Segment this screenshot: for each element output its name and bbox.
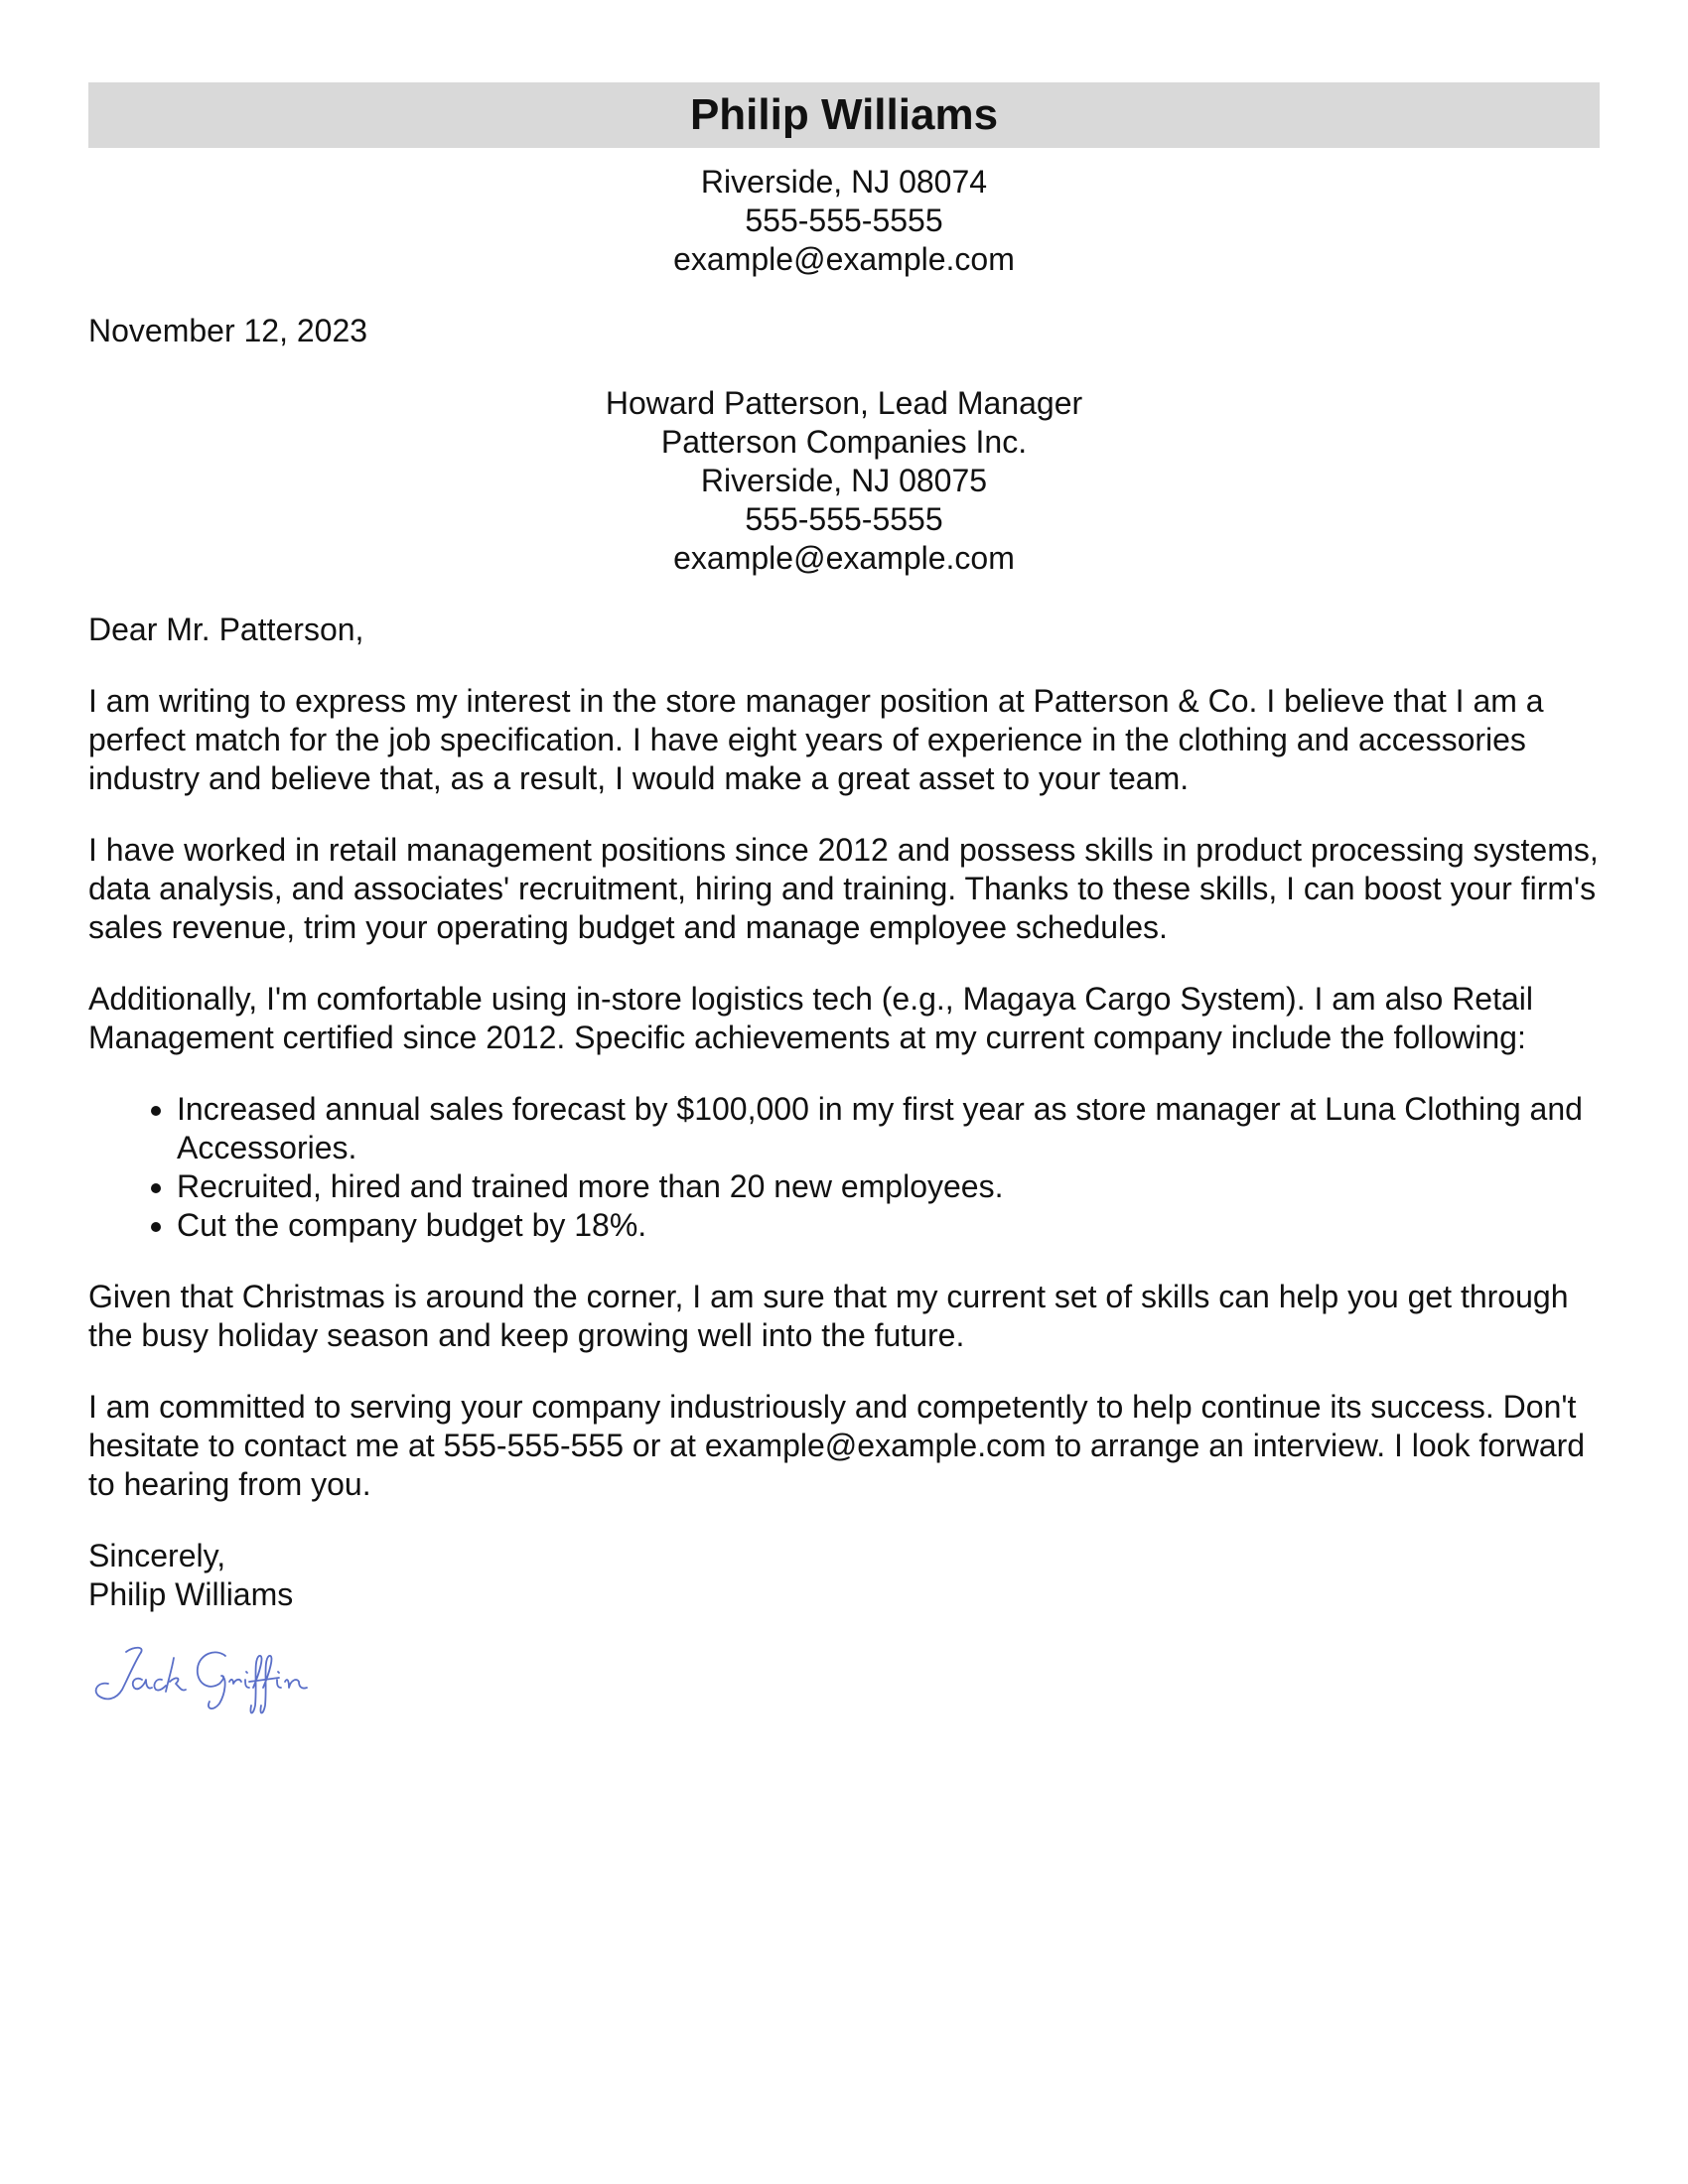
letter-date: November 12, 2023 xyxy=(88,313,368,348)
body-paragraph-2: I have worked in retail management positions since 2012 and possess skills in product processing systems, data analysis, and associates' recruitment, hiring and training. Thanks to these skills, I can boost your firm's sales revenue, trim your operating budget and manage employee schedules. xyxy=(88,832,1599,945)
achievements-list xyxy=(88,1090,1600,1245)
closing-paragraph-2: I am committed to serving your company industriously and competently to help continue its success. Don't hesitate to contact me at 555-555-555 or at example@example.com to arrange an interview. I look forward to hearing from you. xyxy=(88,1389,1586,1502)
recipient-block xyxy=(88,384,1600,578)
body-paragraph-1: I am writing to express my interest in the store manager position at Patterson & Co. I believe that I am a perfect match for the job specification. I have eight years of experience in the clothing and accessories industry and believe that, as a result, I would make a great asset to your team. xyxy=(88,683,1544,796)
sender-phone: 555-555-5555 xyxy=(745,203,943,238)
recipient-email: example@example.com xyxy=(673,540,1015,576)
cover-letter xyxy=(88,82,1600,1728)
achievement-item: • Increased annual sales forecast by $100,000 in my first year as store manager at Luna Clothing and Accessories. xyxy=(177,1090,1600,1167)
achievement-item: • Cut the company budget by 18%. xyxy=(177,1206,1600,1245)
recipient-phone: 555-555-5555 xyxy=(745,501,943,537)
recipient-company: Patterson Companies Inc. xyxy=(660,424,1028,460)
body-paragraph-3: Additionally, I'm comfortable using in-store logistics tech (e.g., Magaya Cargo System). I am also Retail Management certified since 2012. Specific achievements at my current company include the following: xyxy=(88,981,1533,1055)
handwritten-signature xyxy=(88,1634,317,1723)
sender-name: Philip Williams xyxy=(689,90,999,139)
sender-contact xyxy=(88,163,1600,279)
closing-block xyxy=(88,1537,1600,1614)
salutation: Dear Mr. Patterson, xyxy=(88,612,364,647)
achievement-item: • Recruited, hired and trained more than 20 new employees. xyxy=(177,1167,1600,1206)
signer-name: Philip Williams xyxy=(88,1576,294,1612)
recipient-location: Riverside, NJ 08075 xyxy=(700,463,988,498)
recipient-name-title: Howard Patterson, Lead Manager xyxy=(605,385,1083,421)
name-banner xyxy=(88,82,1600,148)
valediction: Sincerely, xyxy=(88,1538,226,1573)
sender-location: Riverside, NJ 08074 xyxy=(700,164,988,200)
sender-email: example@example.com xyxy=(673,241,1015,277)
closing-paragraph-1: Given that Christmas is around the corner, I am sure that my current set of skills can help you get through the busy holiday season and keep growing well into the future. xyxy=(88,1279,1569,1353)
